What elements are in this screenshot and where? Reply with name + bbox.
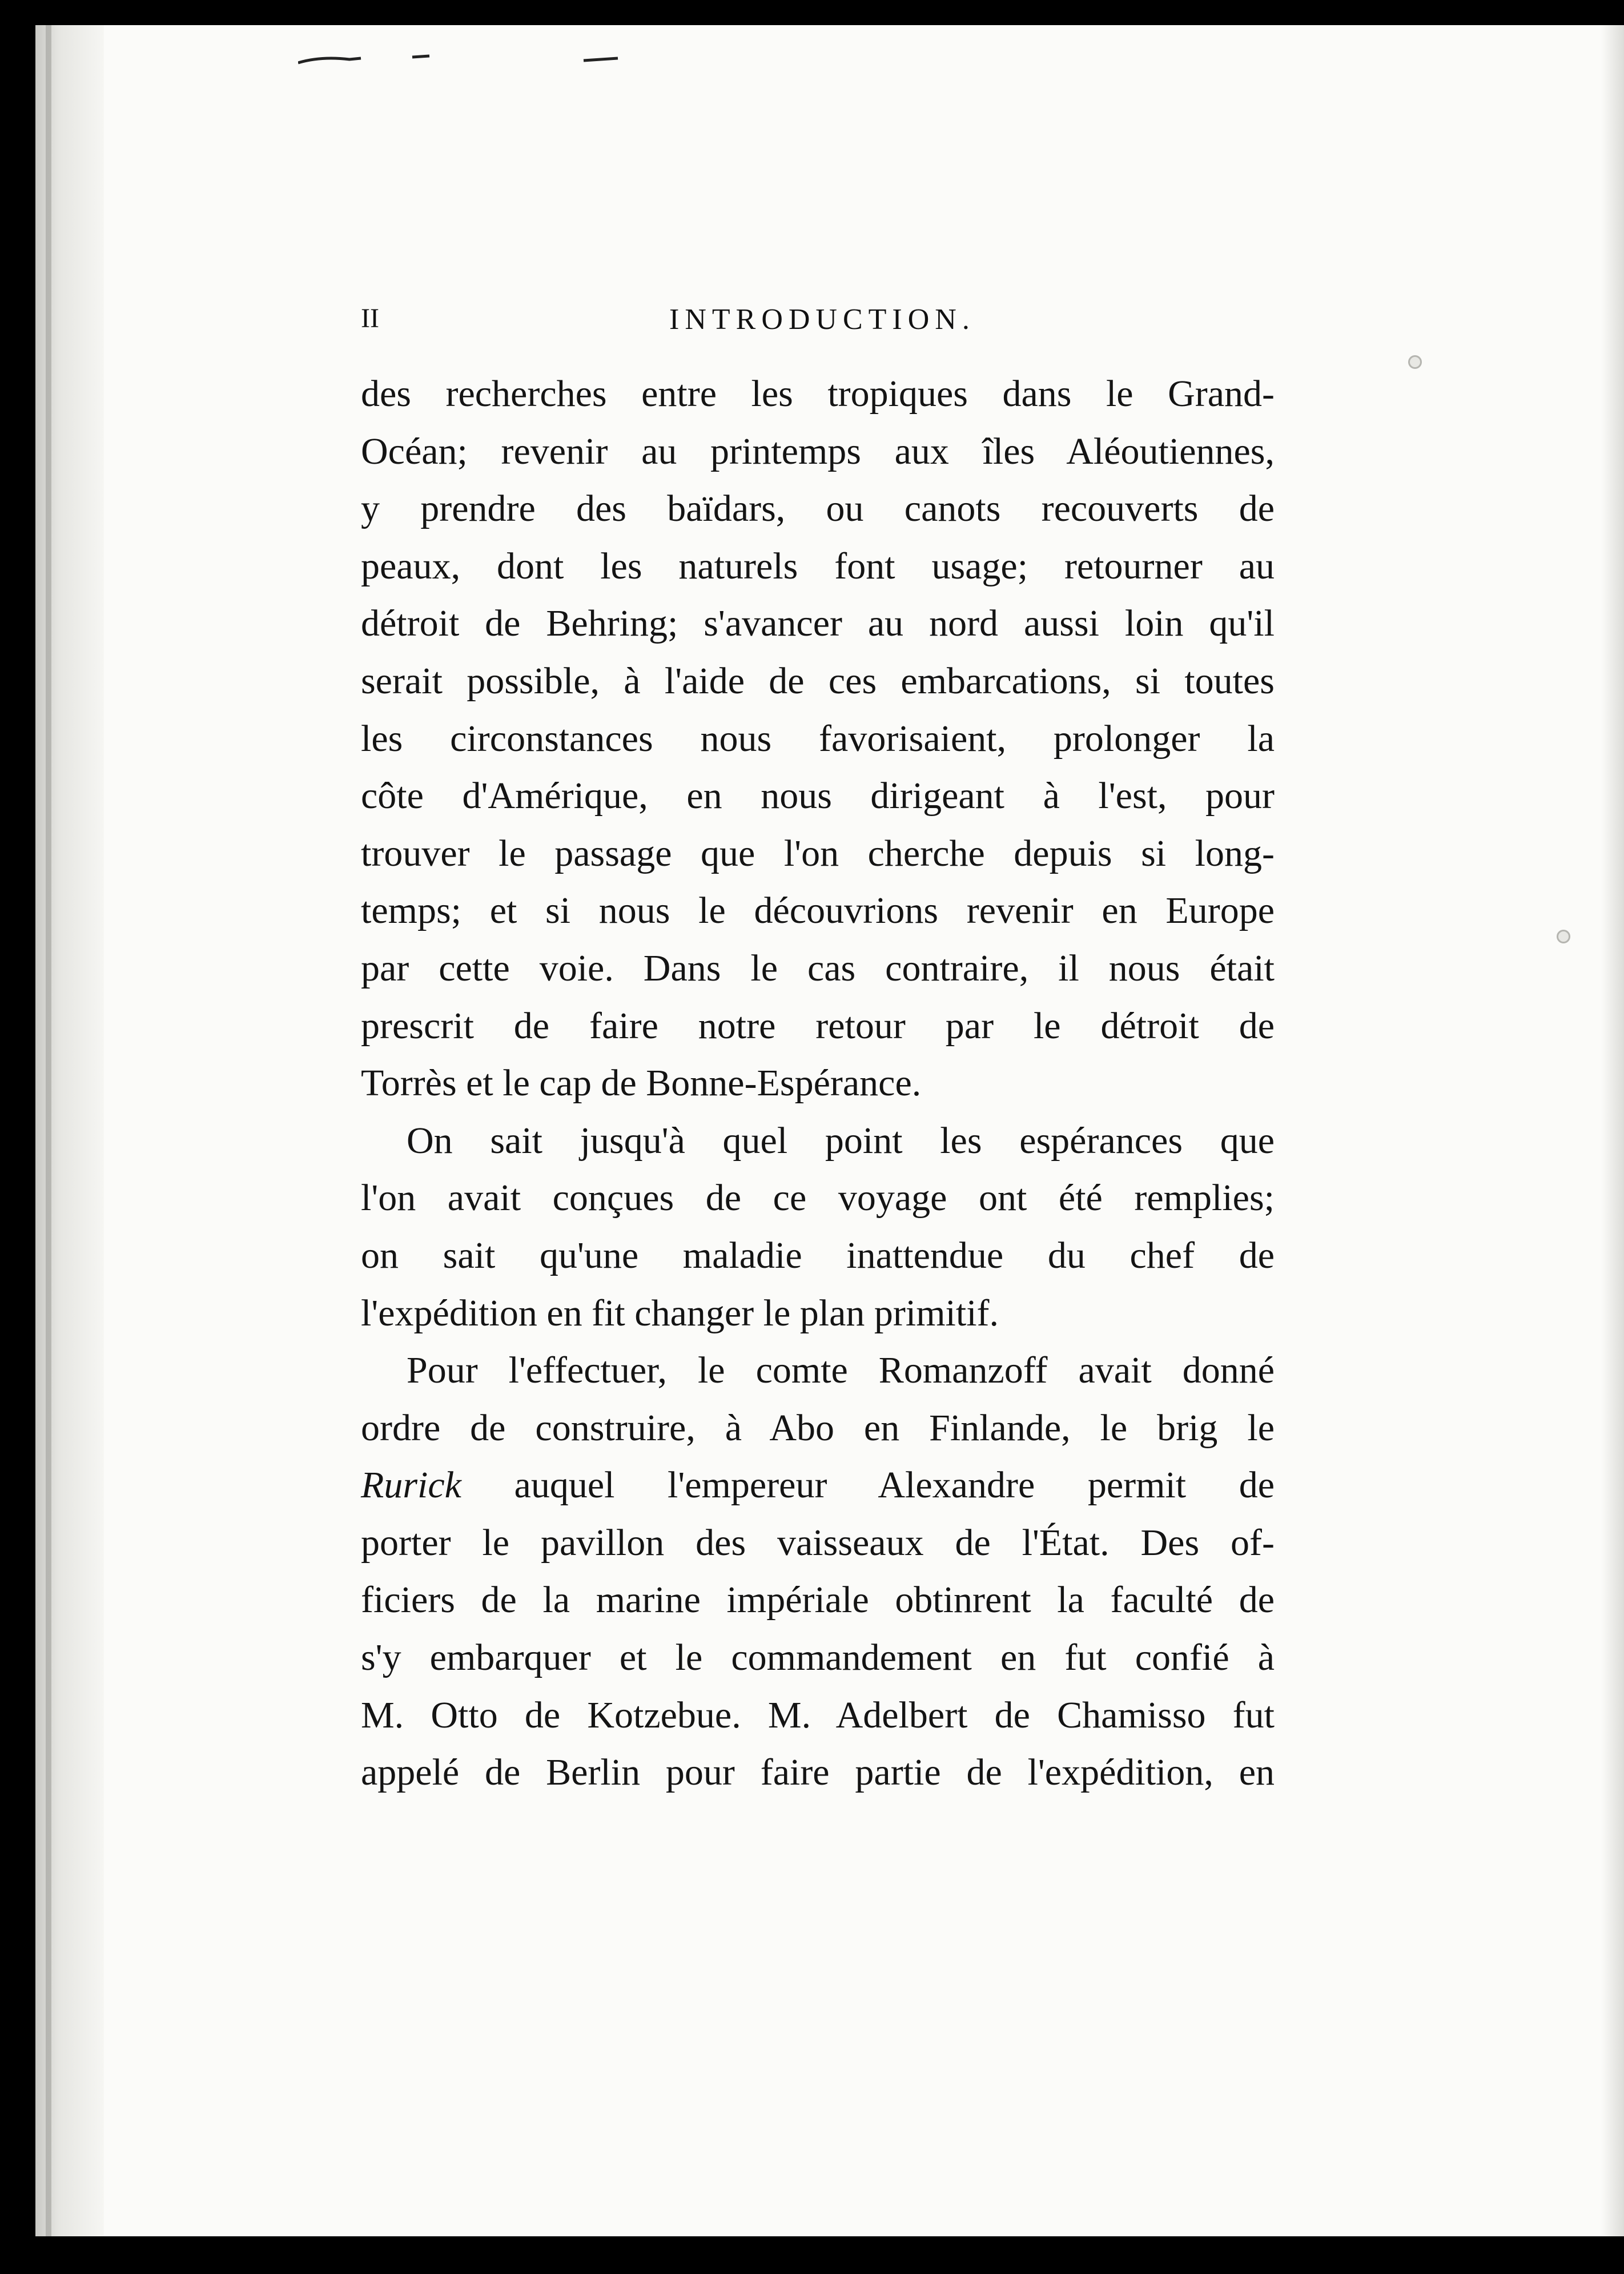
scan-dot-marker xyxy=(1408,355,1422,369)
text-line: des recherches entre les tropiques dans le Grand- xyxy=(361,373,1275,415)
scan-artifact-top xyxy=(298,53,709,66)
page-header xyxy=(361,303,1275,343)
text-line: M. Otto de Kotzebue. M. Adelbert de Chamisso fut xyxy=(361,1694,1275,1736)
text-line: temps; et si nous le découvrions revenir en Europe xyxy=(361,890,1275,932)
gutter-edge-line xyxy=(46,25,51,2236)
text-line: Torrès et le cap de Bonne-Espérance. xyxy=(361,1062,922,1104)
text-line: prescrit de faire notre retour par le détroit de xyxy=(361,1005,1275,1047)
text-line: l'expédition en fit changer le plan primitif. xyxy=(361,1292,999,1334)
text-line: ficiers de la marine impériale obtinrent la faculté de xyxy=(361,1579,1275,1621)
scan-artifact-bottom xyxy=(892,2235,1132,2236)
text-line: l'on avait conçues de ce voyage ont été remplies; xyxy=(361,1177,1275,1219)
text-line: peaux, dont les naturels font usage; retourner au xyxy=(361,545,1275,587)
text-line: On sait jusqu'à quel point les espérances que xyxy=(407,1119,1275,1162)
text-line: Rurick auquel l'empereur Alexandre permit de xyxy=(361,1464,1275,1506)
text-line: appelé de Berlin pour faire partie de l'expédition, en xyxy=(361,1751,1275,1794)
page-number: II xyxy=(361,303,379,334)
paragraph-2 xyxy=(361,1112,1275,1342)
book-page xyxy=(35,25,1624,2236)
text-line: on sait qu'une maladie inattendue du chef de xyxy=(361,1234,1275,1276)
text-line: ordre de construire, à Abo en Finlande, le brig le xyxy=(361,1407,1275,1449)
body-text xyxy=(361,365,1275,1802)
text-line: les circonstances nous favorisaient, prolonger la xyxy=(361,717,1275,760)
scan-dot-marker xyxy=(1557,930,1570,943)
text-line: par cette voie. Dans le cas contraire, il nous était xyxy=(361,947,1275,989)
text-line: s'y embarquer et le commandement en fut confié à xyxy=(361,1637,1275,1679)
text-line: y prendre des baïdars, ou canots recouverts de xyxy=(361,488,1275,530)
running-title: INTRODUCTION. xyxy=(669,303,975,336)
paragraph-3 xyxy=(361,1342,1275,1802)
text-line: détroit de Behring; s'avancer au nord aussi loin qu'il xyxy=(361,602,1275,645)
text-line: porter le pavillon des vaisseaux de l'État. Des of- xyxy=(361,1521,1275,1564)
text-line: Pour l'effectuer, le comte Romanzoff avait donné xyxy=(407,1349,1275,1392)
text-line: serait possible, à l'aide de ces embarcations, si toutes xyxy=(361,660,1275,702)
paragraph-1 xyxy=(361,365,1275,1112)
text-line: trouver le passage que l'on cherche depuis si long- xyxy=(361,832,1275,874)
text-line: Océan; revenir au printemps aux îles Aléoutiennes, xyxy=(361,430,1275,472)
text-line: côte d'Amérique, en nous dirigeant à l'est, pour xyxy=(361,775,1275,817)
page-right-edge xyxy=(1601,25,1624,2236)
